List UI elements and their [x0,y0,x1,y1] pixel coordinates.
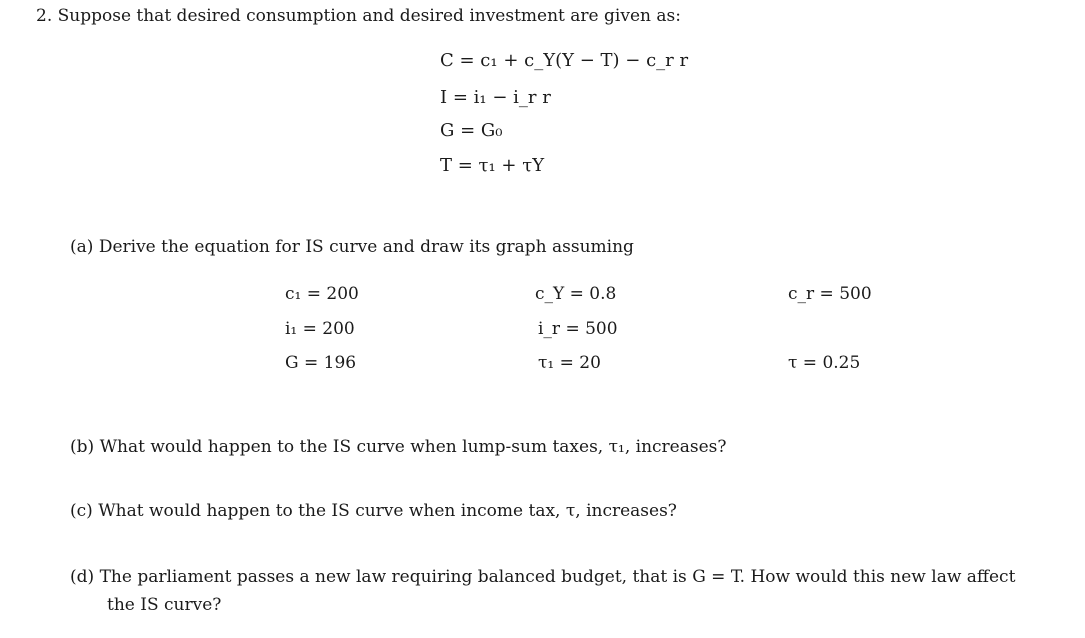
param-cy: c_Y = 0.8 [535,284,617,304]
part-a [70,236,634,258]
equation-taxes: T = τ₁ + τY [440,155,545,176]
part-d-text-line2: the IS curve? [107,595,222,615]
problem-intro: 2. Suppose that desired consumption and desired investment are given as: [36,6,681,26]
param-cr: c_r = 500 [788,284,872,304]
part-a-text: Derive the equation for IS curve and draw its graph assuming [98,237,634,257]
part-d-label: (d) [70,567,95,587]
part-d [70,566,1015,588]
param-c1: c₁ = 200 [285,284,359,304]
part-b-text: What would happen to the IS curve when lump-sum taxes, τ₁, increases? [99,437,727,457]
param-i1: i₁ = 200 [285,319,355,339]
equation-consumption: C = c₁ + c_Y(Y − T) − c_r r [440,50,689,71]
param-g: G = 196 [285,353,357,373]
param-tau1: τ₁ = 20 [538,353,601,373]
part-c-label: (c) [70,501,93,521]
param-ir: i_r = 500 [538,319,618,339]
part-b-label: (b) [70,437,95,457]
equation-government: G = G₀ [440,120,503,141]
param-tau: τ = 0.25 [788,353,861,373]
part-d-text-line1: The parliament passes a new law requiring balanced budget, that is G = T. How would this new law affect [99,567,1016,587]
part-b [70,436,727,458]
part-c-text: What would happen to the IS curve when income tax, τ, increases? [98,501,677,521]
equation-investment: I = i₁ − i_r r [440,87,551,108]
part-a-label: (a) [70,237,94,257]
part-c [70,500,677,522]
